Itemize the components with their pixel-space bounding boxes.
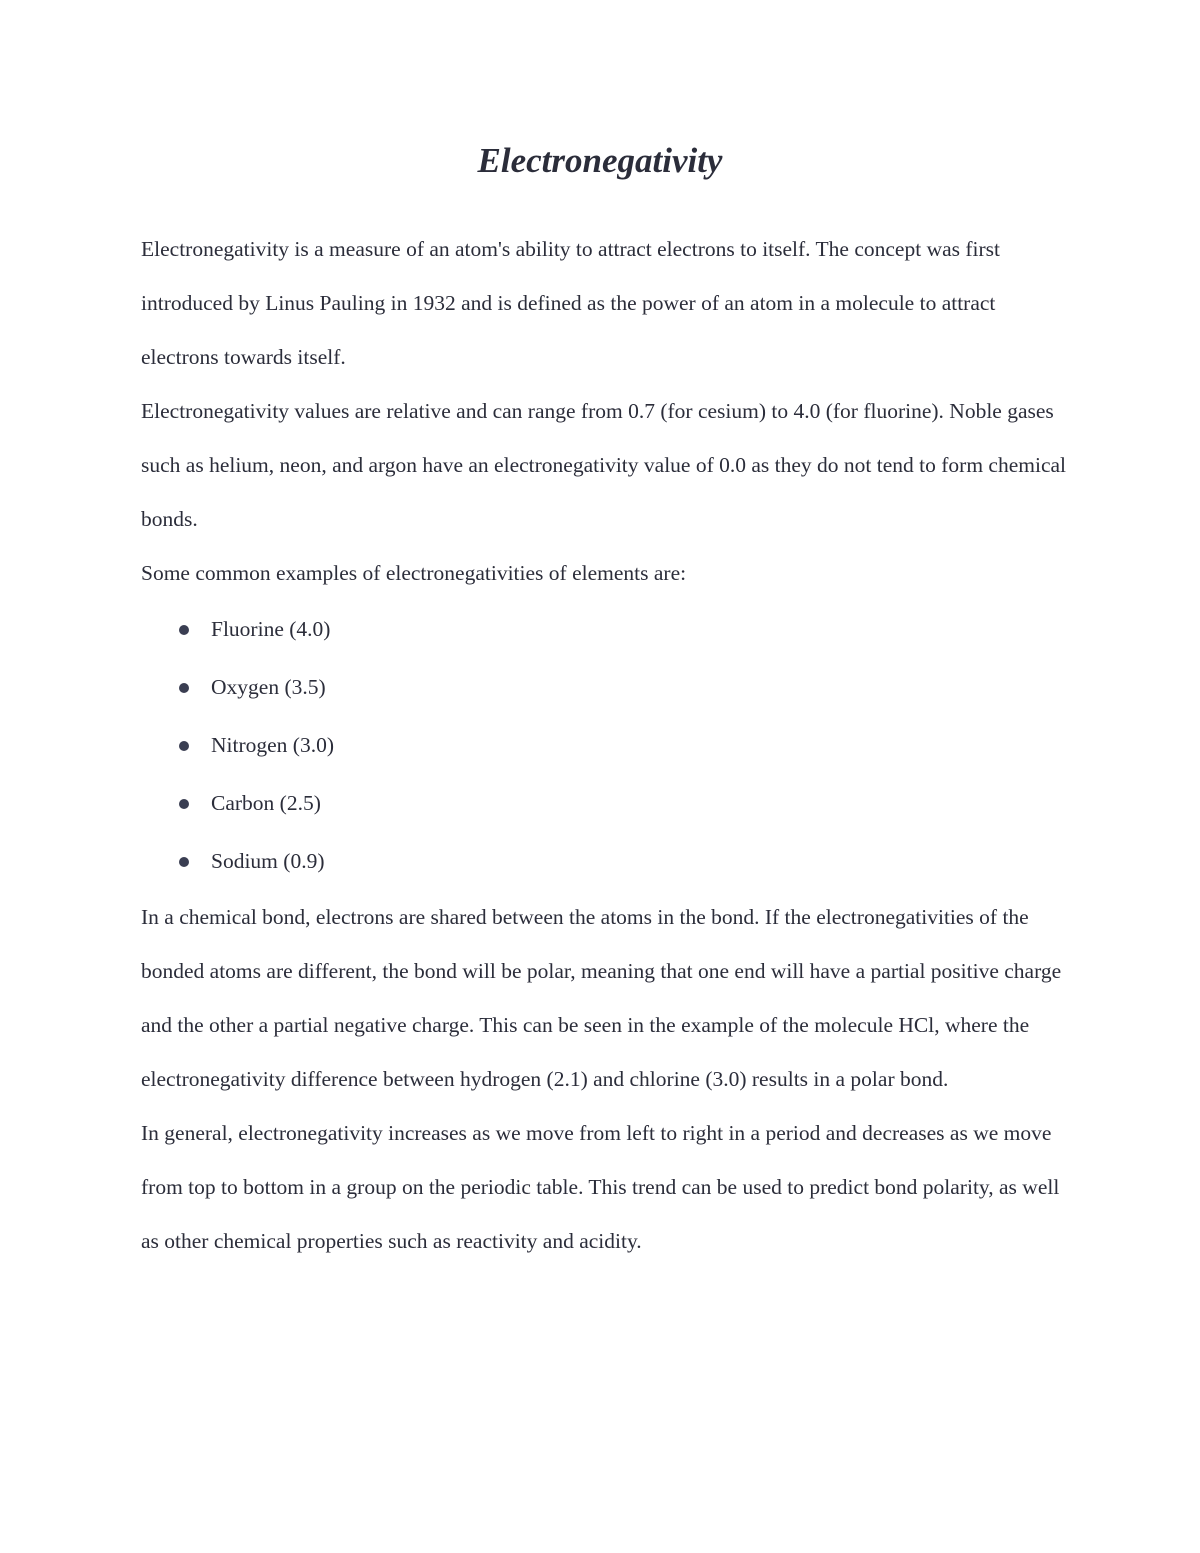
paragraph-chemical-bond: In a chemical bond, electrons are shared between the atoms in the bond. If the electronegativities of the bonded atoms are different, the bond will be polar, meaning that one end will have a partial positive charge and the other a partial negative charge. This can be seen in the example of the molecule HCl, where the electronegativity difference between hydrogen (2.1) and chlorine (3.0) results in a polar bond. xyxy=(141,905,1062,1091)
list-item xyxy=(141,658,1071,716)
list-item-text: Carbon (2.5) xyxy=(211,791,321,815)
list-item xyxy=(141,600,1071,658)
bullet-icon xyxy=(179,683,189,693)
list-item-text: Nitrogen (3.0) xyxy=(211,733,334,757)
paragraph-trend: In general, electronegativity increases as we move from left to right in a period and decreases as we move from top to bottom in a group on the periodic table. This trend can be used to predict bond polarity, as well as other chemical properties such as reactivity and acidity. xyxy=(141,1121,1060,1253)
paragraph-intro: Electronegativity is a measure of an atom's ability to attract electrons to itself. The concept was first introduced by Linus Pauling in 1932 and is defined as the power of an atom in a molecule to attract electrons towards itself. xyxy=(141,237,1001,369)
list-item-text: Fluorine (4.0) xyxy=(211,617,331,641)
bullet-icon xyxy=(179,799,189,809)
list-item-text: Sodium (0.9) xyxy=(211,849,325,873)
bullet-icon xyxy=(179,741,189,751)
bullet-icon xyxy=(179,625,189,635)
page-title: Electronegativity xyxy=(477,141,723,180)
list-item xyxy=(141,774,1071,832)
paragraph-examples-intro: Some common examples of electronegativities of elements are: xyxy=(141,561,687,585)
list-item-text: Oxygen (3.5) xyxy=(211,675,326,699)
list-item xyxy=(141,716,1071,774)
list-item xyxy=(141,832,1071,890)
bullet-icon xyxy=(179,857,189,867)
examples-list xyxy=(141,600,1071,890)
paragraph-values: Electronegativity values are relative and can range from 0.7 (for cesium) to 4.0 (for fluorine). Noble gases such as helium, neon, and argon have an electronegativity value of 0.0 as they do not tend to form chemical bonds. xyxy=(141,399,1067,531)
document-body xyxy=(141,222,1071,1268)
